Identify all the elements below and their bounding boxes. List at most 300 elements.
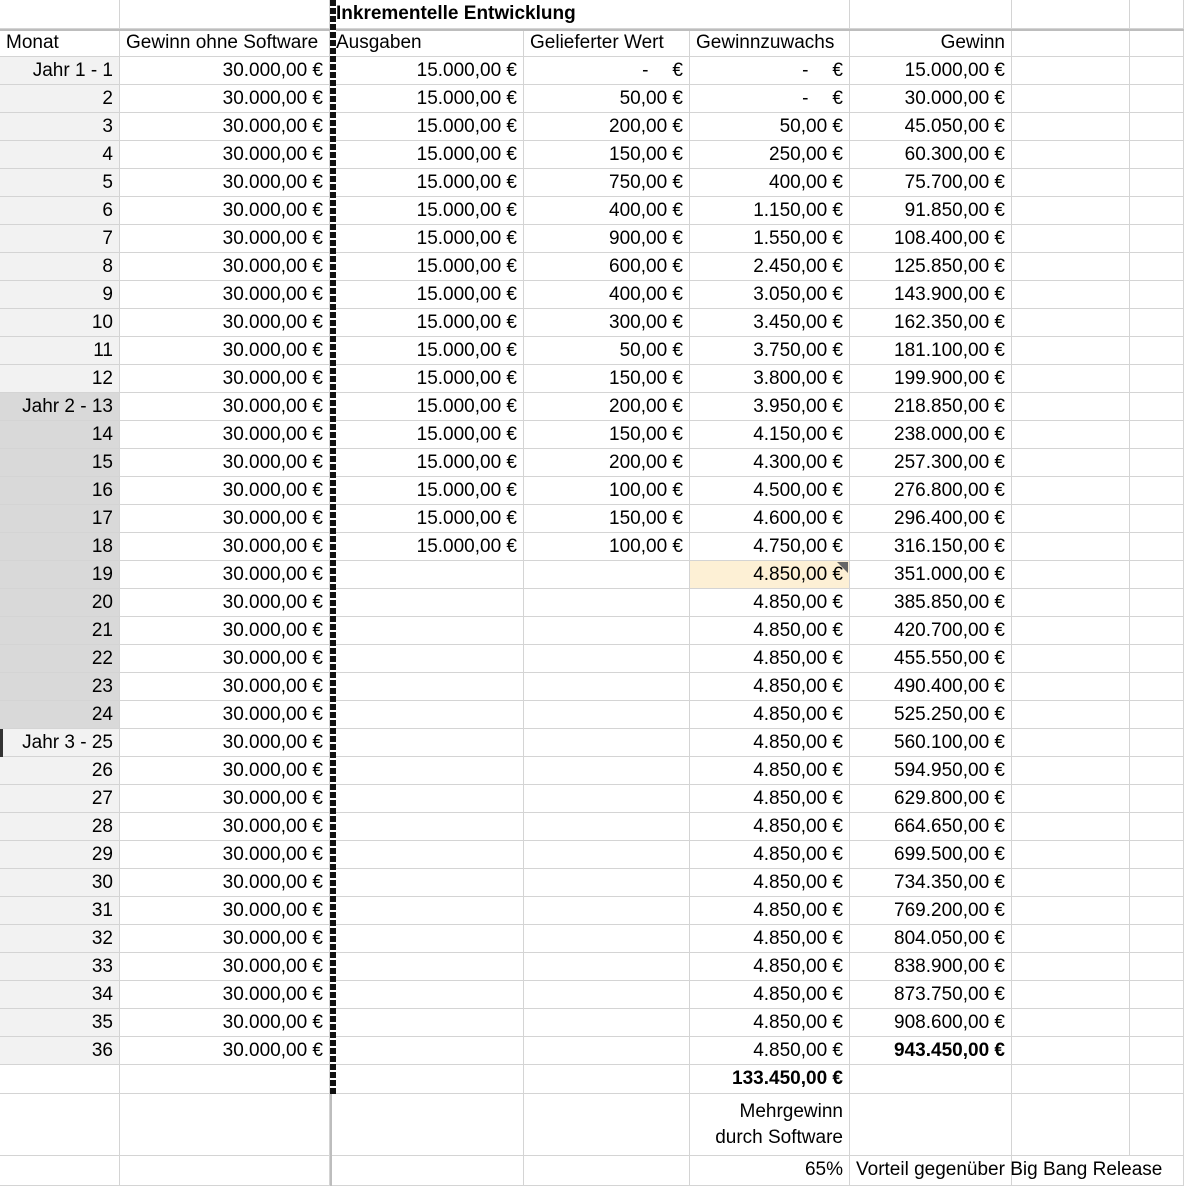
empty-cell[interactable]: [1012, 337, 1130, 365]
gewinn-ohne-cell[interactable]: 30.000,00 €: [120, 449, 330, 477]
ausgaben-cell[interactable]: [330, 701, 524, 729]
empty-cell[interactable]: [1012, 925, 1130, 953]
gewinn-cell[interactable]: 238.000,00 €: [850, 421, 1012, 449]
empty-cell[interactable]: [1130, 1009, 1184, 1037]
gewinnzuwachs-cell[interactable]: 4.300,00 €: [690, 449, 850, 477]
gewinn-cell[interactable]: 125.850,00 €: [850, 253, 1012, 281]
ausgaben-cell[interactable]: 15.000,00 €: [330, 225, 524, 253]
monat-cell[interactable]: 7: [0, 225, 120, 253]
monat-cell[interactable]: 16: [0, 477, 120, 505]
monat-cell[interactable]: 23: [0, 673, 120, 701]
gewinn-cell[interactable]: 699.500,00 €: [850, 841, 1012, 869]
ausgaben-cell[interactable]: 15.000,00 €: [330, 57, 524, 85]
gelieferter-wert-cell[interactable]: [524, 869, 690, 897]
gewinnzuwachs-cell[interactable]: [690, 85, 850, 113]
gewinnzuwachs-cell[interactable]: 4.850,00 €: [690, 1009, 850, 1037]
gewinn-ohne-cell[interactable]: 30.000,00 €: [120, 57, 330, 85]
gewinnzuwachs-cell[interactable]: 50,00 €: [690, 113, 850, 141]
gewinn-cell[interactable]: 316.150,00 €: [850, 533, 1012, 561]
empty-cell[interactable]: [1130, 785, 1184, 813]
gewinn-ohne-cell[interactable]: 30.000,00 €: [120, 365, 330, 393]
empty-cell[interactable]: [1012, 813, 1130, 841]
ausgaben-cell[interactable]: [330, 561, 524, 589]
empty-cell[interactable]: [1012, 29, 1130, 57]
gewinnzuwachs-cell[interactable]: 4.850,00 €: [690, 1037, 850, 1065]
gewinn-cell[interactable]: 108.400,00 €: [850, 225, 1012, 253]
gewinn-cell[interactable]: 769.200,00 €: [850, 897, 1012, 925]
gewinnzuwachs-cell[interactable]: 4.850,00 €: [690, 701, 850, 729]
empty-cell[interactable]: [1012, 57, 1130, 85]
monat-cell[interactable]: 31: [0, 897, 120, 925]
gewinn-ohne-cell[interactable]: 30.000,00 €: [120, 561, 330, 589]
autofill-handle-icon[interactable]: [837, 562, 848, 573]
gewinn-ohne-cell[interactable]: 30.000,00 €: [120, 673, 330, 701]
gewinn-cell[interactable]: 45.050,00 €: [850, 113, 1012, 141]
empty-cell[interactable]: [1012, 197, 1130, 225]
monat-cell[interactable]: 3: [0, 113, 120, 141]
gewinnzuwachs-cell[interactable]: 250,00 €: [690, 141, 850, 169]
empty-cell[interactable]: [1012, 785, 1130, 813]
monat-cell[interactable]: 27: [0, 785, 120, 813]
gewinn-ohne-cell[interactable]: 30.000,00 €: [120, 757, 330, 785]
gewinnzuwachs-cell[interactable]: 3.950,00 €: [690, 393, 850, 421]
empty-cell[interactable]: [850, 0, 1012, 29]
gelieferter-wert-cell[interactable]: [524, 589, 690, 617]
empty-cell[interactable]: [120, 1156, 330, 1186]
gewinn-cell[interactable]: 218.850,00 €: [850, 393, 1012, 421]
monat-cell[interactable]: 28: [0, 813, 120, 841]
empty-cell[interactable]: [1012, 1065, 1130, 1094]
gewinnzuwachs-cell[interactable]: 4.850,00 €: [690, 673, 850, 701]
empty-cell[interactable]: [1012, 449, 1130, 477]
empty-cell[interactable]: [1130, 29, 1184, 57]
gewinn-ohne-cell[interactable]: 30.000,00 €: [120, 953, 330, 981]
monat-cell[interactable]: 21: [0, 617, 120, 645]
gewinnzuwachs-cell[interactable]: 4.850,00 €: [690, 589, 850, 617]
gewinnzuwachs-cell[interactable]: 1.550,00 €: [690, 225, 850, 253]
empty-cell[interactable]: [1130, 1065, 1184, 1094]
empty-cell[interactable]: [1012, 1037, 1130, 1065]
monat-cell[interactable]: 30: [0, 869, 120, 897]
monat-cell[interactable]: 15: [0, 449, 120, 477]
gewinn-ohne-cell[interactable]: 30.000,00 €: [120, 253, 330, 281]
gewinn-cell[interactable]: 525.250,00 €: [850, 701, 1012, 729]
gewinn-ohne-cell[interactable]: 30.000,00 €: [120, 141, 330, 169]
monat-cell[interactable]: 18: [0, 533, 120, 561]
gewinnzuwachs-cell[interactable]: 1.150,00 €: [690, 197, 850, 225]
gewinn-cell[interactable]: 629.800,00 €: [850, 785, 1012, 813]
empty-cell[interactable]: [1130, 253, 1184, 281]
ausgaben-cell[interactable]: 15.000,00 €: [330, 449, 524, 477]
ausgaben-cell[interactable]: 15.000,00 €: [330, 477, 524, 505]
gewinn-cell[interactable]: 60.300,00 €: [850, 141, 1012, 169]
gewinnzuwachs-cell[interactable]: 4.850,00 €: [690, 869, 850, 897]
header-gewinnzuwachs[interactable]: Gewinnzuwachs: [690, 29, 850, 57]
empty-cell[interactable]: [1012, 841, 1130, 869]
gewinn-ohne-cell[interactable]: 30.000,00 €: [120, 1009, 330, 1037]
empty-cell[interactable]: [1012, 0, 1130, 29]
empty-cell[interactable]: [1012, 533, 1130, 561]
gelieferter-wert-cell[interactable]: 100,00 €: [524, 533, 690, 561]
ausgaben-cell[interactable]: [330, 673, 524, 701]
gelieferter-wert-cell[interactable]: [524, 645, 690, 673]
gewinn-total-cell[interactable]: 943.450,00 €: [850, 1037, 1012, 1065]
gelieferter-wert-cell[interactable]: 200,00 €: [524, 113, 690, 141]
ausgaben-cell[interactable]: 15.000,00 €: [330, 253, 524, 281]
ausgaben-cell[interactable]: [330, 617, 524, 645]
empty-cell[interactable]: [1130, 393, 1184, 421]
empty-cell[interactable]: [1012, 897, 1130, 925]
gewinn-cell[interactable]: 351.000,00 €: [850, 561, 1012, 589]
gewinn-cell[interactable]: 664.650,00 €: [850, 813, 1012, 841]
header-gelieferter-wert[interactable]: Gelieferter Wert: [524, 29, 690, 57]
monat-cell[interactable]: Jahr 2 - 13: [0, 393, 120, 421]
empty-cell[interactable]: [120, 1094, 330, 1156]
empty-cell[interactable]: [1012, 589, 1130, 617]
ausgaben-cell[interactable]: 15.000,00 €: [330, 169, 524, 197]
empty-cell[interactable]: [1130, 729, 1184, 757]
empty-cell[interactable]: [1130, 113, 1184, 141]
gewinn-ohne-cell[interactable]: 30.000,00 €: [120, 589, 330, 617]
empty-cell[interactable]: [0, 1094, 120, 1156]
gewinn-cell[interactable]: 296.400,00 €: [850, 505, 1012, 533]
gewinnzuwachs-cell[interactable]: 4.850,00 €: [690, 897, 850, 925]
empty-cell[interactable]: [1130, 57, 1184, 85]
empty-cell[interactable]: [1130, 365, 1184, 393]
empty-cell[interactable]: [850, 1094, 1012, 1156]
gewinn-cell[interactable]: 257.300,00 €: [850, 449, 1012, 477]
monat-cell[interactable]: Jahr 3 - 25: [0, 729, 120, 757]
gewinnzuwachs-cell[interactable]: 4.850,00 €: [690, 617, 850, 645]
gewinn-ohne-cell[interactable]: 30.000,00 €: [120, 421, 330, 449]
monat-cell[interactable]: 34: [0, 981, 120, 1009]
ausgaben-cell[interactable]: 15.000,00 €: [330, 141, 524, 169]
total-gewinnzuwachs[interactable]: 133.450,00 €: [690, 1065, 850, 1094]
empty-cell[interactable]: [524, 1065, 690, 1094]
gewinnzuwachs-cell[interactable]: 4.500,00 €: [690, 477, 850, 505]
empty-cell[interactable]: [1012, 701, 1130, 729]
monat-cell[interactable]: 9: [0, 281, 120, 309]
ausgaben-cell[interactable]: [330, 813, 524, 841]
gelieferter-wert-cell[interactable]: [524, 785, 690, 813]
ausgaben-cell[interactable]: [330, 729, 524, 757]
empty-cell[interactable]: [1130, 505, 1184, 533]
gewinnzuwachs-cell[interactable]: 4.750,00 €: [690, 533, 850, 561]
empty-cell[interactable]: [330, 1156, 524, 1186]
gelieferter-wert-cell[interactable]: 50,00 €: [524, 337, 690, 365]
monat-cell[interactable]: 17: [0, 505, 120, 533]
empty-cell[interactable]: [1012, 309, 1130, 337]
empty-cell[interactable]: [1130, 477, 1184, 505]
gelieferter-wert-cell[interactable]: 400,00 €: [524, 197, 690, 225]
monat-cell[interactable]: 10: [0, 309, 120, 337]
ausgaben-cell[interactable]: [330, 785, 524, 813]
ausgaben-cell[interactable]: [330, 645, 524, 673]
gelieferter-wert-cell[interactable]: 150,00 €: [524, 365, 690, 393]
ausgaben-cell[interactable]: [330, 897, 524, 925]
gewinn-ohne-cell[interactable]: 30.000,00 €: [120, 841, 330, 869]
monat-cell[interactable]: Jahr 1 - 1: [0, 57, 120, 85]
gewinnzuwachs-cell[interactable]: 3.450,00 €: [690, 309, 850, 337]
empty-cell[interactable]: [1130, 85, 1184, 113]
monat-cell[interactable]: 12: [0, 365, 120, 393]
monat-cell[interactable]: 14: [0, 421, 120, 449]
empty-cell[interactable]: [1130, 897, 1184, 925]
monat-cell[interactable]: 5: [0, 169, 120, 197]
empty-cell[interactable]: [1130, 337, 1184, 365]
gewinn-cell[interactable]: 143.900,00 €: [850, 281, 1012, 309]
gewinnzuwachs-cell[interactable]: 4.850,00 €: [690, 785, 850, 813]
ausgaben-cell[interactable]: [330, 1037, 524, 1065]
header-monat[interactable]: Monat: [0, 29, 120, 57]
gewinnzuwachs-cell[interactable]: 4.850,00 €: [690, 925, 850, 953]
gelieferter-wert-cell[interactable]: [524, 757, 690, 785]
ausgaben-cell[interactable]: 15.000,00 €: [330, 421, 524, 449]
empty-cell[interactable]: [1012, 85, 1130, 113]
empty-cell[interactable]: [1130, 869, 1184, 897]
empty-cell[interactable]: [1130, 561, 1184, 589]
gewinn-ohne-cell[interactable]: 30.000,00 €: [120, 981, 330, 1009]
gewinnzuwachs-cell[interactable]: [690, 57, 850, 85]
monat-cell[interactable]: 20: [0, 589, 120, 617]
gelieferter-wert-cell[interactable]: [524, 617, 690, 645]
mehrgewinn-label[interactable]: [690, 1094, 850, 1156]
ausgaben-cell[interactable]: [330, 925, 524, 953]
gewinn-cell[interactable]: 908.600,00 €: [850, 1009, 1012, 1037]
empty-cell[interactable]: [1130, 1094, 1184, 1156]
empty-cell[interactable]: [1012, 645, 1130, 673]
empty-cell[interactable]: [330, 1094, 524, 1156]
gelieferter-wert-cell[interactable]: 200,00 €: [524, 449, 690, 477]
empty-cell[interactable]: [1130, 1037, 1184, 1065]
empty-cell[interactable]: [1130, 813, 1184, 841]
monat-cell[interactable]: 32: [0, 925, 120, 953]
gewinn-cell[interactable]: 734.350,00 €: [850, 869, 1012, 897]
gelieferter-wert-cell[interactable]: 100,00 €: [524, 477, 690, 505]
gelieferter-wert-cell[interactable]: [524, 57, 690, 85]
gewinn-cell[interactable]: 838.900,00 €: [850, 953, 1012, 981]
gewinn-cell[interactable]: 490.400,00 €: [850, 673, 1012, 701]
gewinn-cell[interactable]: 594.950,00 €: [850, 757, 1012, 785]
gewinn-cell[interactable]: 199.900,00 €: [850, 365, 1012, 393]
gewinn-ohne-cell[interactable]: 30.000,00 €: [120, 785, 330, 813]
gewinn-ohne-cell[interactable]: 30.000,00 €: [120, 477, 330, 505]
gewinn-ohne-cell[interactable]: 30.000,00 €: [120, 533, 330, 561]
gelieferter-wert-cell[interactable]: 150,00 €: [524, 505, 690, 533]
gewinn-ohne-cell[interactable]: 30.000,00 €: [120, 225, 330, 253]
empty-cell[interactable]: [0, 0, 120, 29]
gelieferter-wert-cell[interactable]: 200,00 €: [524, 393, 690, 421]
empty-cell[interactable]: [1130, 645, 1184, 673]
ausgaben-cell[interactable]: 15.000,00 €: [330, 197, 524, 225]
ausgaben-cell[interactable]: [330, 953, 524, 981]
empty-cell[interactable]: [1012, 673, 1130, 701]
gewinn-cell[interactable]: 162.350,00 €: [850, 309, 1012, 337]
gewinn-cell[interactable]: 455.550,00 €: [850, 645, 1012, 673]
gelieferter-wert-cell[interactable]: 300,00 €: [524, 309, 690, 337]
empty-cell[interactable]: [1012, 953, 1130, 981]
gelieferter-wert-cell[interactable]: [524, 981, 690, 1009]
gewinnzuwachs-cell[interactable]: 4.850,00 €: [690, 729, 850, 757]
gelieferter-wert-cell[interactable]: [524, 1009, 690, 1037]
gelieferter-wert-cell[interactable]: [524, 729, 690, 757]
header-gewinn-ohne-software[interactable]: Gewinn ohne Software: [120, 29, 330, 57]
gewinn-cell[interactable]: 75.700,00 €: [850, 169, 1012, 197]
gewinn-cell[interactable]: 15.000,00 €: [850, 57, 1012, 85]
gewinnzuwachs-cell[interactable]: 3.800,00 €: [690, 365, 850, 393]
monat-cell[interactable]: 36: [0, 1037, 120, 1065]
ausgaben-cell[interactable]: [330, 1009, 524, 1037]
empty-cell[interactable]: [1012, 225, 1130, 253]
gewinnzuwachs-cell[interactable]: 4.850,00 €: [690, 813, 850, 841]
empty-cell[interactable]: [850, 1065, 1012, 1094]
gewinnzuwachs-cell[interactable]: 2.450,00 €: [690, 253, 850, 281]
gewinn-ohne-cell[interactable]: 30.000,00 €: [120, 869, 330, 897]
gelieferter-wert-cell[interactable]: 750,00 €: [524, 169, 690, 197]
gewinn-ohne-cell[interactable]: 30.000,00 €: [120, 505, 330, 533]
empty-cell[interactable]: [1012, 113, 1130, 141]
empty-cell[interactable]: [1012, 393, 1130, 421]
gewinnzuwachs-cell[interactable]: 3.750,00 €: [690, 337, 850, 365]
gelieferter-wert-cell[interactable]: [524, 673, 690, 701]
gewinn-cell[interactable]: 91.850,00 €: [850, 197, 1012, 225]
empty-cell[interactable]: [1130, 225, 1184, 253]
gewinn-cell[interactable]: 420.700,00 €: [850, 617, 1012, 645]
gelieferter-wert-cell[interactable]: [524, 841, 690, 869]
gewinnzuwachs-cell[interactable]: 4.850,00 €: [690, 645, 850, 673]
empty-cell[interactable]: [1130, 841, 1184, 869]
ausgaben-cell[interactable]: 15.000,00 €: [330, 281, 524, 309]
gewinn-ohne-cell[interactable]: 30.000,00 €: [120, 645, 330, 673]
empty-cell[interactable]: [1130, 533, 1184, 561]
header-gewinn[interactable]: Gewinn: [850, 29, 1012, 57]
empty-cell[interactable]: [1012, 1094, 1130, 1156]
empty-cell[interactable]: [1012, 617, 1130, 645]
section-title[interactable]: Inkrementelle Entwicklung: [330, 0, 690, 29]
ausgaben-cell[interactable]: [330, 841, 524, 869]
monat-cell[interactable]: 22: [0, 645, 120, 673]
ausgaben-cell[interactable]: [330, 981, 524, 1009]
gewinn-ohne-cell[interactable]: 30.000,00 €: [120, 169, 330, 197]
gewinn-cell[interactable]: 276.800,00 €: [850, 477, 1012, 505]
monat-cell[interactable]: 35: [0, 1009, 120, 1037]
gewinn-ohne-cell[interactable]: 30.000,00 €: [120, 729, 330, 757]
monat-cell[interactable]: 11: [0, 337, 120, 365]
gelieferter-wert-cell[interactable]: 900,00 €: [524, 225, 690, 253]
monat-cell[interactable]: 6: [0, 197, 120, 225]
gewinn-cell[interactable]: 804.050,00 €: [850, 925, 1012, 953]
empty-cell[interactable]: [1130, 925, 1184, 953]
gewinn-ohne-cell[interactable]: 30.000,00 €: [120, 393, 330, 421]
empty-cell[interactable]: [690, 0, 850, 29]
empty-cell[interactable]: [1130, 197, 1184, 225]
empty-cell[interactable]: [1012, 981, 1130, 1009]
gewinn-cell[interactable]: 30.000,00 €: [850, 85, 1012, 113]
empty-cell[interactable]: [1130, 169, 1184, 197]
empty-cell[interactable]: [1130, 309, 1184, 337]
gewinn-ohne-cell[interactable]: 30.000,00 €: [120, 925, 330, 953]
empty-cell[interactable]: [1012, 365, 1130, 393]
empty-cell[interactable]: [524, 1156, 690, 1186]
gewinn-ohne-cell[interactable]: 30.000,00 €: [120, 309, 330, 337]
percent-cell[interactable]: 65%: [690, 1156, 850, 1186]
gewinn-cell[interactable]: 181.100,00 €: [850, 337, 1012, 365]
empty-cell[interactable]: [0, 1156, 120, 1186]
empty-cell[interactable]: [120, 0, 330, 29]
empty-cell[interactable]: [1012, 169, 1130, 197]
empty-cell[interactable]: [1130, 701, 1184, 729]
header-ausgaben[interactable]: Ausgaben: [330, 29, 524, 57]
gelieferter-wert-cell[interactable]: 600,00 €: [524, 253, 690, 281]
empty-cell[interactable]: [330, 1065, 524, 1094]
gewinn-ohne-cell[interactable]: 30.000,00 €: [120, 337, 330, 365]
empty-cell[interactable]: [1012, 1009, 1130, 1037]
gewinn-ohne-cell[interactable]: 30.000,00 €: [120, 617, 330, 645]
gewinn-ohne-cell[interactable]: 30.000,00 €: [120, 1037, 330, 1065]
empty-cell[interactable]: [1130, 281, 1184, 309]
monat-cell[interactable]: 29: [0, 841, 120, 869]
gewinnzuwachs-cell[interactable]: 4.150,00 €: [690, 421, 850, 449]
gelieferter-wert-cell[interactable]: [524, 701, 690, 729]
monat-cell[interactable]: 2: [0, 85, 120, 113]
empty-cell[interactable]: [1130, 981, 1184, 1009]
monat-cell[interactable]: 33: [0, 953, 120, 981]
ausgaben-cell[interactable]: [330, 869, 524, 897]
ausgaben-cell[interactable]: [330, 757, 524, 785]
gewinn-ohne-cell[interactable]: 30.000,00 €: [120, 85, 330, 113]
empty-cell[interactable]: [1130, 953, 1184, 981]
vorteil-label[interactable]: Vorteil gegenüber Big Bang Release: [850, 1156, 1012, 1186]
empty-cell[interactable]: [1012, 141, 1130, 169]
gelieferter-wert-cell[interactable]: 400,00 €: [524, 281, 690, 309]
ausgaben-cell[interactable]: 15.000,00 €: [330, 365, 524, 393]
empty-cell[interactable]: [524, 1094, 690, 1156]
empty-cell[interactable]: [1012, 281, 1130, 309]
gewinnzuwachs-cell[interactable]: 4.850,00 €: [690, 953, 850, 981]
ausgaben-cell[interactable]: 15.000,00 €: [330, 337, 524, 365]
gewinn-ohne-cell[interactable]: 30.000,00 €: [120, 113, 330, 141]
gewinn-cell[interactable]: 385.850,00 €: [850, 589, 1012, 617]
empty-cell[interactable]: [1130, 589, 1184, 617]
empty-cell[interactable]: [1130, 673, 1184, 701]
gelieferter-wert-cell[interactable]: [524, 897, 690, 925]
monat-cell[interactable]: 24: [0, 701, 120, 729]
gelieferter-wert-cell[interactable]: 50,00 €: [524, 85, 690, 113]
gewinnzuwachs-cell-selected[interactable]: 4.850,00 €: [690, 561, 850, 589]
empty-cell[interactable]: [1130, 617, 1184, 645]
empty-cell[interactable]: [1012, 757, 1130, 785]
empty-cell[interactable]: [1130, 449, 1184, 477]
gelieferter-wert-cell[interactable]: [524, 1037, 690, 1065]
empty-cell[interactable]: [1012, 729, 1130, 757]
monat-cell[interactable]: 8: [0, 253, 120, 281]
empty-cell[interactable]: [1130, 757, 1184, 785]
empty-cell[interactable]: [1130, 421, 1184, 449]
monat-cell[interactable]: 4: [0, 141, 120, 169]
gelieferter-wert-cell[interactable]: [524, 925, 690, 953]
empty-cell[interactable]: [120, 1065, 330, 1094]
empty-cell[interactable]: [1012, 561, 1130, 589]
gewinnzuwachs-cell[interactable]: 4.850,00 €: [690, 981, 850, 1009]
gewinn-ohne-cell[interactable]: 30.000,00 €: [120, 813, 330, 841]
empty-cell[interactable]: [1130, 0, 1184, 29]
gewinn-ohne-cell[interactable]: 30.000,00 €: [120, 197, 330, 225]
empty-cell[interactable]: [1012, 421, 1130, 449]
gewinn-ohne-cell[interactable]: 30.000,00 €: [120, 281, 330, 309]
empty-cell[interactable]: [1012, 253, 1130, 281]
gelieferter-wert-cell[interactable]: 150,00 €: [524, 421, 690, 449]
gewinn-cell[interactable]: 560.100,00 €: [850, 729, 1012, 757]
